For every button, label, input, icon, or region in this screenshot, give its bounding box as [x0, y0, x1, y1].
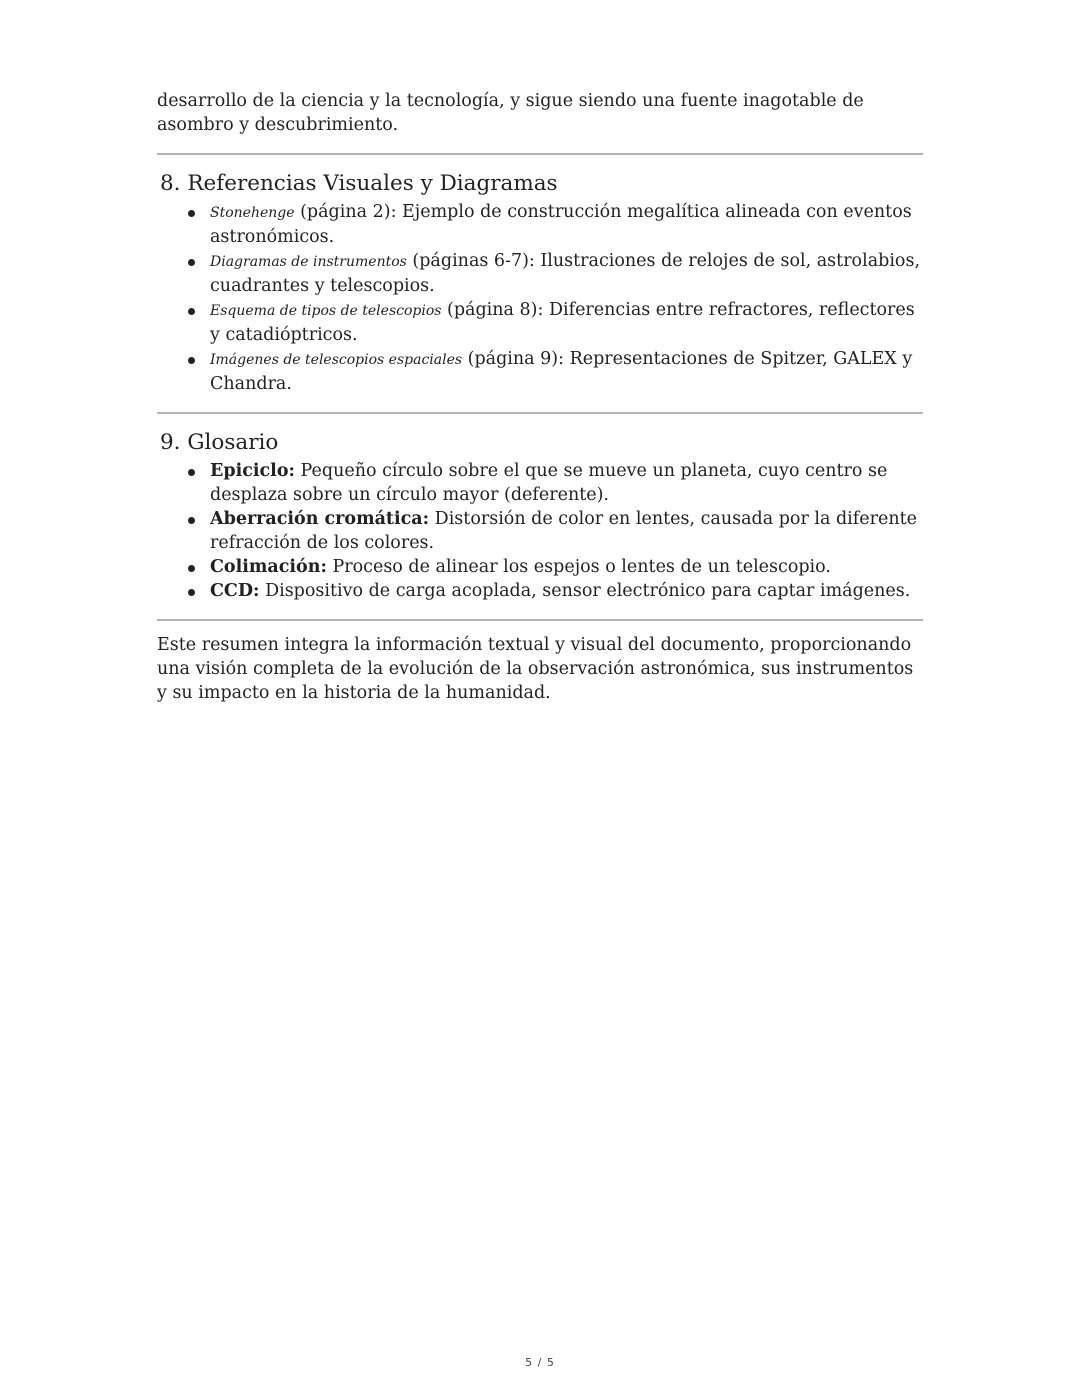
page-number: 5 / 5	[525, 1356, 555, 1369]
reference-title: Stonehenge	[210, 205, 295, 221]
reference-description: (página 2): Ejemplo de construcción megalítica alineada con eventos astronómicos.	[210, 202, 912, 247]
list-item	[210, 459, 923, 507]
section-divider	[157, 619, 923, 621]
glossary-definition: Pequeño círculo sobre el que se mueve un planeta, cuyo centro se desplaza sobre un círculo mayor (deferente).	[210, 461, 888, 505]
glossary-term: Epiciclo:	[210, 461, 295, 481]
glossary-definition: Dispositivo de carga acoplada, sensor electrónico para captar imágenes.	[259, 581, 911, 601]
list-item	[210, 200, 923, 249]
glossary-term: CCD:	[210, 581, 260, 601]
bullet-icon	[188, 259, 195, 266]
reference-description: (página 9): Representaciones de Spitzer, GALEX y Chandra.	[210, 349, 913, 394]
intro-paragraph: desarrollo de la ciencia y la tecnología, y sigue siendo una fuente inagotable de asombro y descubrimiento.	[157, 91, 864, 135]
bullet-icon	[188, 308, 195, 315]
section-divider	[157, 412, 923, 414]
list-item	[210, 555, 923, 579]
list-item	[210, 298, 923, 347]
section-8-heading: 8. Referencias Visuales y Diagramas	[160, 171, 558, 196]
bullet-icon	[188, 565, 195, 572]
list-item	[210, 347, 923, 396]
reference-title: Esquema de tipos de telescopios	[210, 303, 442, 319]
bullet-icon	[188, 357, 195, 364]
reference-title: Diagramas de instrumentos	[210, 254, 407, 270]
reference-description: (páginas 6-7): Ilustraciones de relojes de sol, astrolabios, cuadrantes y telescopios.	[210, 251, 921, 296]
bullet-icon	[188, 517, 195, 524]
list-item	[210, 507, 923, 555]
bullet-icon	[188, 210, 195, 217]
section-divider	[157, 153, 923, 155]
list-item	[210, 579, 923, 603]
document-page	[157, 89, 923, 705]
glossary-list	[157, 459, 923, 603]
reference-description: (página 8): Diferencias entre refractores, reflectores y catadióptricos.	[210, 300, 915, 345]
bullet-icon	[188, 469, 195, 476]
glossary-definition: Proceso de alinear los espejos o lentes de un telescopio.	[326, 557, 831, 577]
glossary-term: Colimación:	[210, 557, 327, 577]
section-9-heading: 9. Glosario	[160, 430, 279, 455]
reference-title: Imágenes de telescopios espaciales	[210, 352, 463, 368]
glossary-definition: Distorsión de color en lentes, causada por la diferente refracción de los colores.	[210, 509, 917, 553]
bullet-icon	[188, 589, 195, 596]
closing-paragraph: Este resumen integra la información textual y visual del documento, proporcionando una visión completa de la evolución de la observación astronómica, sus instrumentos y su impacto en la historia de la humanidad.	[157, 635, 914, 703]
visual-references-list	[157, 200, 923, 396]
list-item	[210, 249, 923, 298]
glossary-term: Aberración cromática:	[210, 509, 430, 529]
